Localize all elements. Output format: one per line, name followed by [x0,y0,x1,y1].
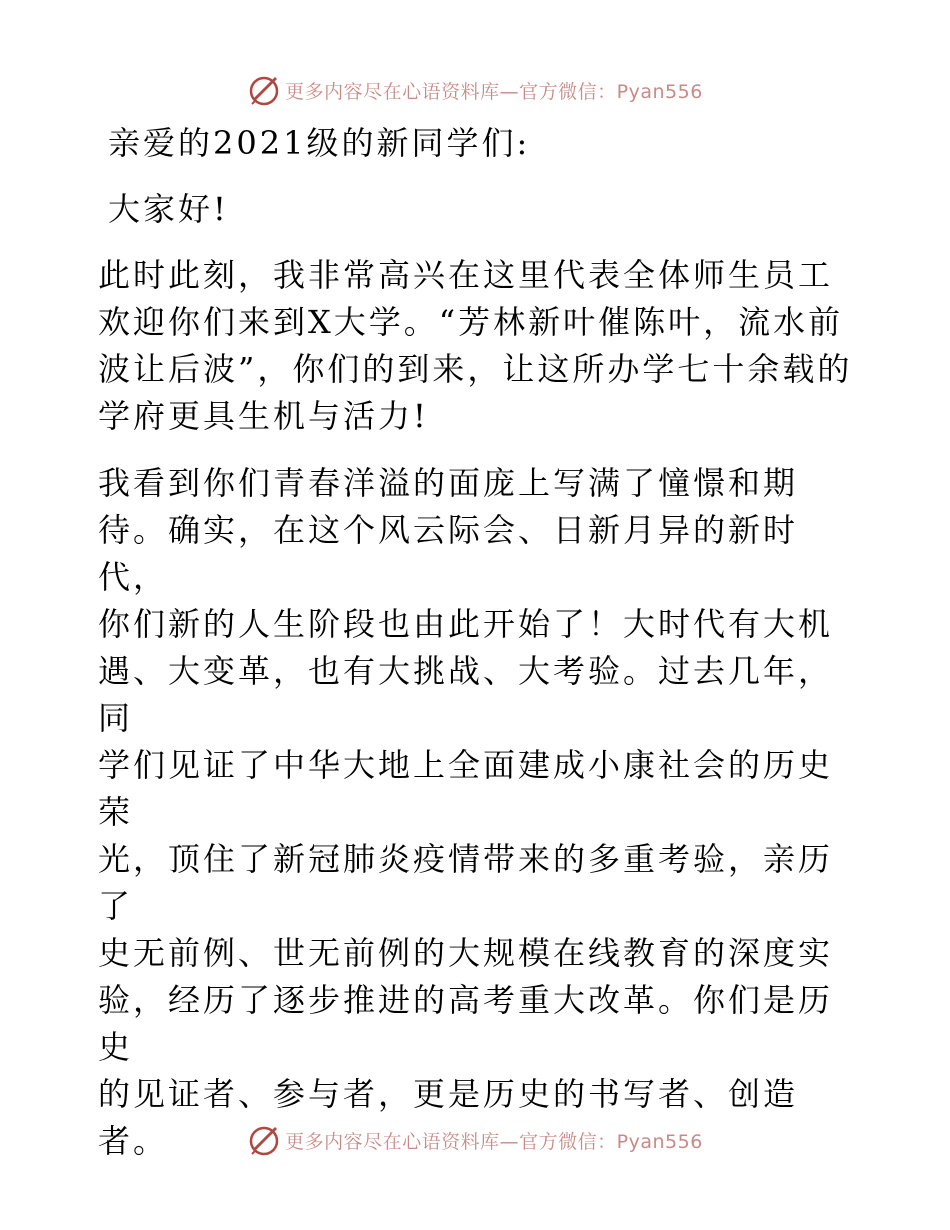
pen-logo-icon [247,73,281,107]
pen-logo-icon [247,1123,281,1157]
watermark-text: 更多内容尽在心语资料库—官方微信：Pyan556 [285,80,703,103]
watermark-text: 更多内容尽在心语资料库—官方微信：Pyan556 [285,1130,703,1153]
document-body [98,120,858,1165]
header-watermark [0,70,950,110]
salutation: 亲爱的2021级的新同学们: [108,124,531,162]
paragraph-era: 我看到你们青春洋溢的面庞上写满了憧憬和期 待。确实，在这个风云际会、日新月异的新时代， 你们新的人生阶段也由此开始了！大时代有大机 遇、大变革，也有大挑战、大考验。过去几年，同 学们见证了中华大地上全面建成小康社会的历史荣 光，顶住了新冠肺炎疫情带来的多重考验，亲历了 史无前例、世无前例的大规模在线教育的深度实 验，经历了逐步推进的高考重大改革。你们是历史 的见证者、参与者，更是历史的书写者、创造者。 [98,464,834,1160]
greeting-line: 大家好! [108,190,229,228]
paragraph-welcome: 此时此刻，我非常高兴在这里代表全体师生员工 欢迎你们来到X大学。“芳林新叶催陈叶，流水前 波让后波”，你们的到来，让这所办学七十余载的 学府更具生机与活力! [98,256,853,435]
footer-watermark [0,1120,950,1160]
